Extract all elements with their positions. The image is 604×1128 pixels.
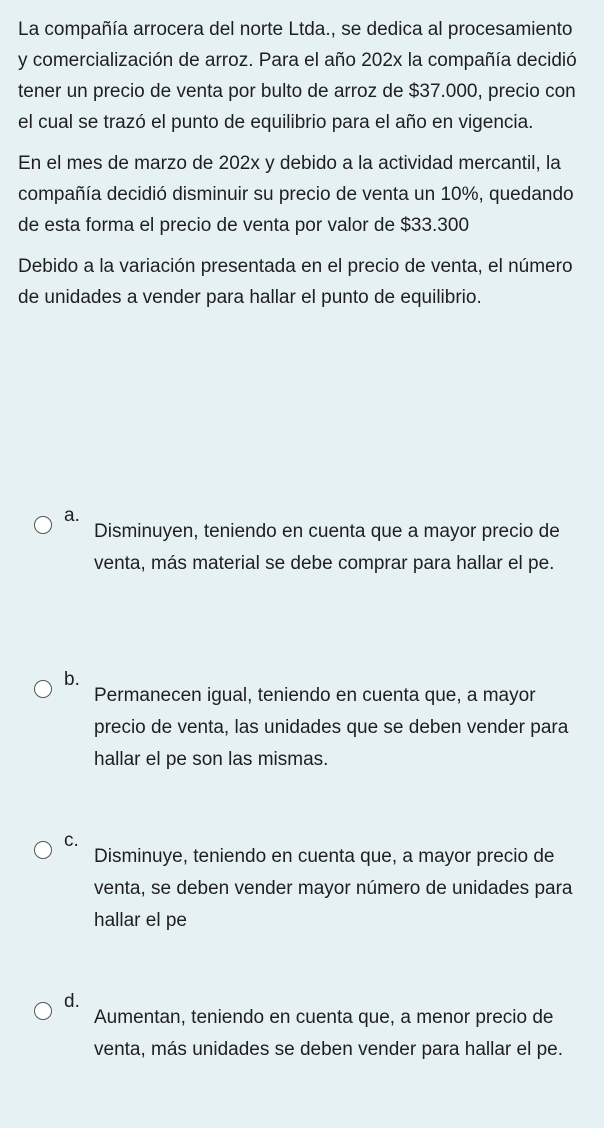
question-paragraph-2: En el mes de marzo de 202x y debido a la actividad mercantil, la compañía decidió disminuir su precio de venta un 10%, quedando de esta forma el precio de venta por valor de $33.300 [18,153,574,236]
option-text-d: Aumentan, teniendo en cuenta que, a menor precio de venta, más unidades se deben vender para hallar el pe. [94,1007,563,1060]
option-d[interactable] [34,991,584,1066]
option-letter-a: a. [64,505,80,526]
option-letter-b: b. [64,669,80,690]
option-letter-d: d. [64,991,80,1012]
option-text-a: Disminuyen, teniendo en cuenta que a mayor precio de venta, más material se debe comprar para hallar el pe. [94,521,560,574]
option-letter-c: c. [64,830,79,851]
radio-button-a[interactable] [34,516,52,534]
radio-button-d[interactable] [34,1002,52,1020]
radio-button-b[interactable] [34,680,52,698]
question-text [18,14,584,313]
option-text-b: Permanecen igual, teniendo en cuenta que, a mayor precio de venta, las unidades que se deben vender para hallar el pe son las mismas. [94,685,569,770]
option-c[interactable] [34,830,584,937]
option-a[interactable] [34,505,584,580]
radio-button-c[interactable] [34,841,52,859]
option-text-c: Disminuye, teniendo en cuenta que, a mayor precio de venta, se deben vender mayor número de unidades para hallar el pe [94,846,573,931]
question-paragraph-1: La compañía arrocera del norte Ltda., se dedica al procesamiento y comercialización de arroz. Para el año 202x la compañía decidió tener un precio de venta por bulto de arroz de $37.000, precio con el cual se trazó el punto de equilibrio para el año en vigencia. [18,19,577,133]
option-b[interactable] [34,669,584,776]
question-paragraph-3: Debido a la variación presentada en el precio de venta, el número de unidades a vender para hallar el punto de equilibrio. [18,256,573,308]
